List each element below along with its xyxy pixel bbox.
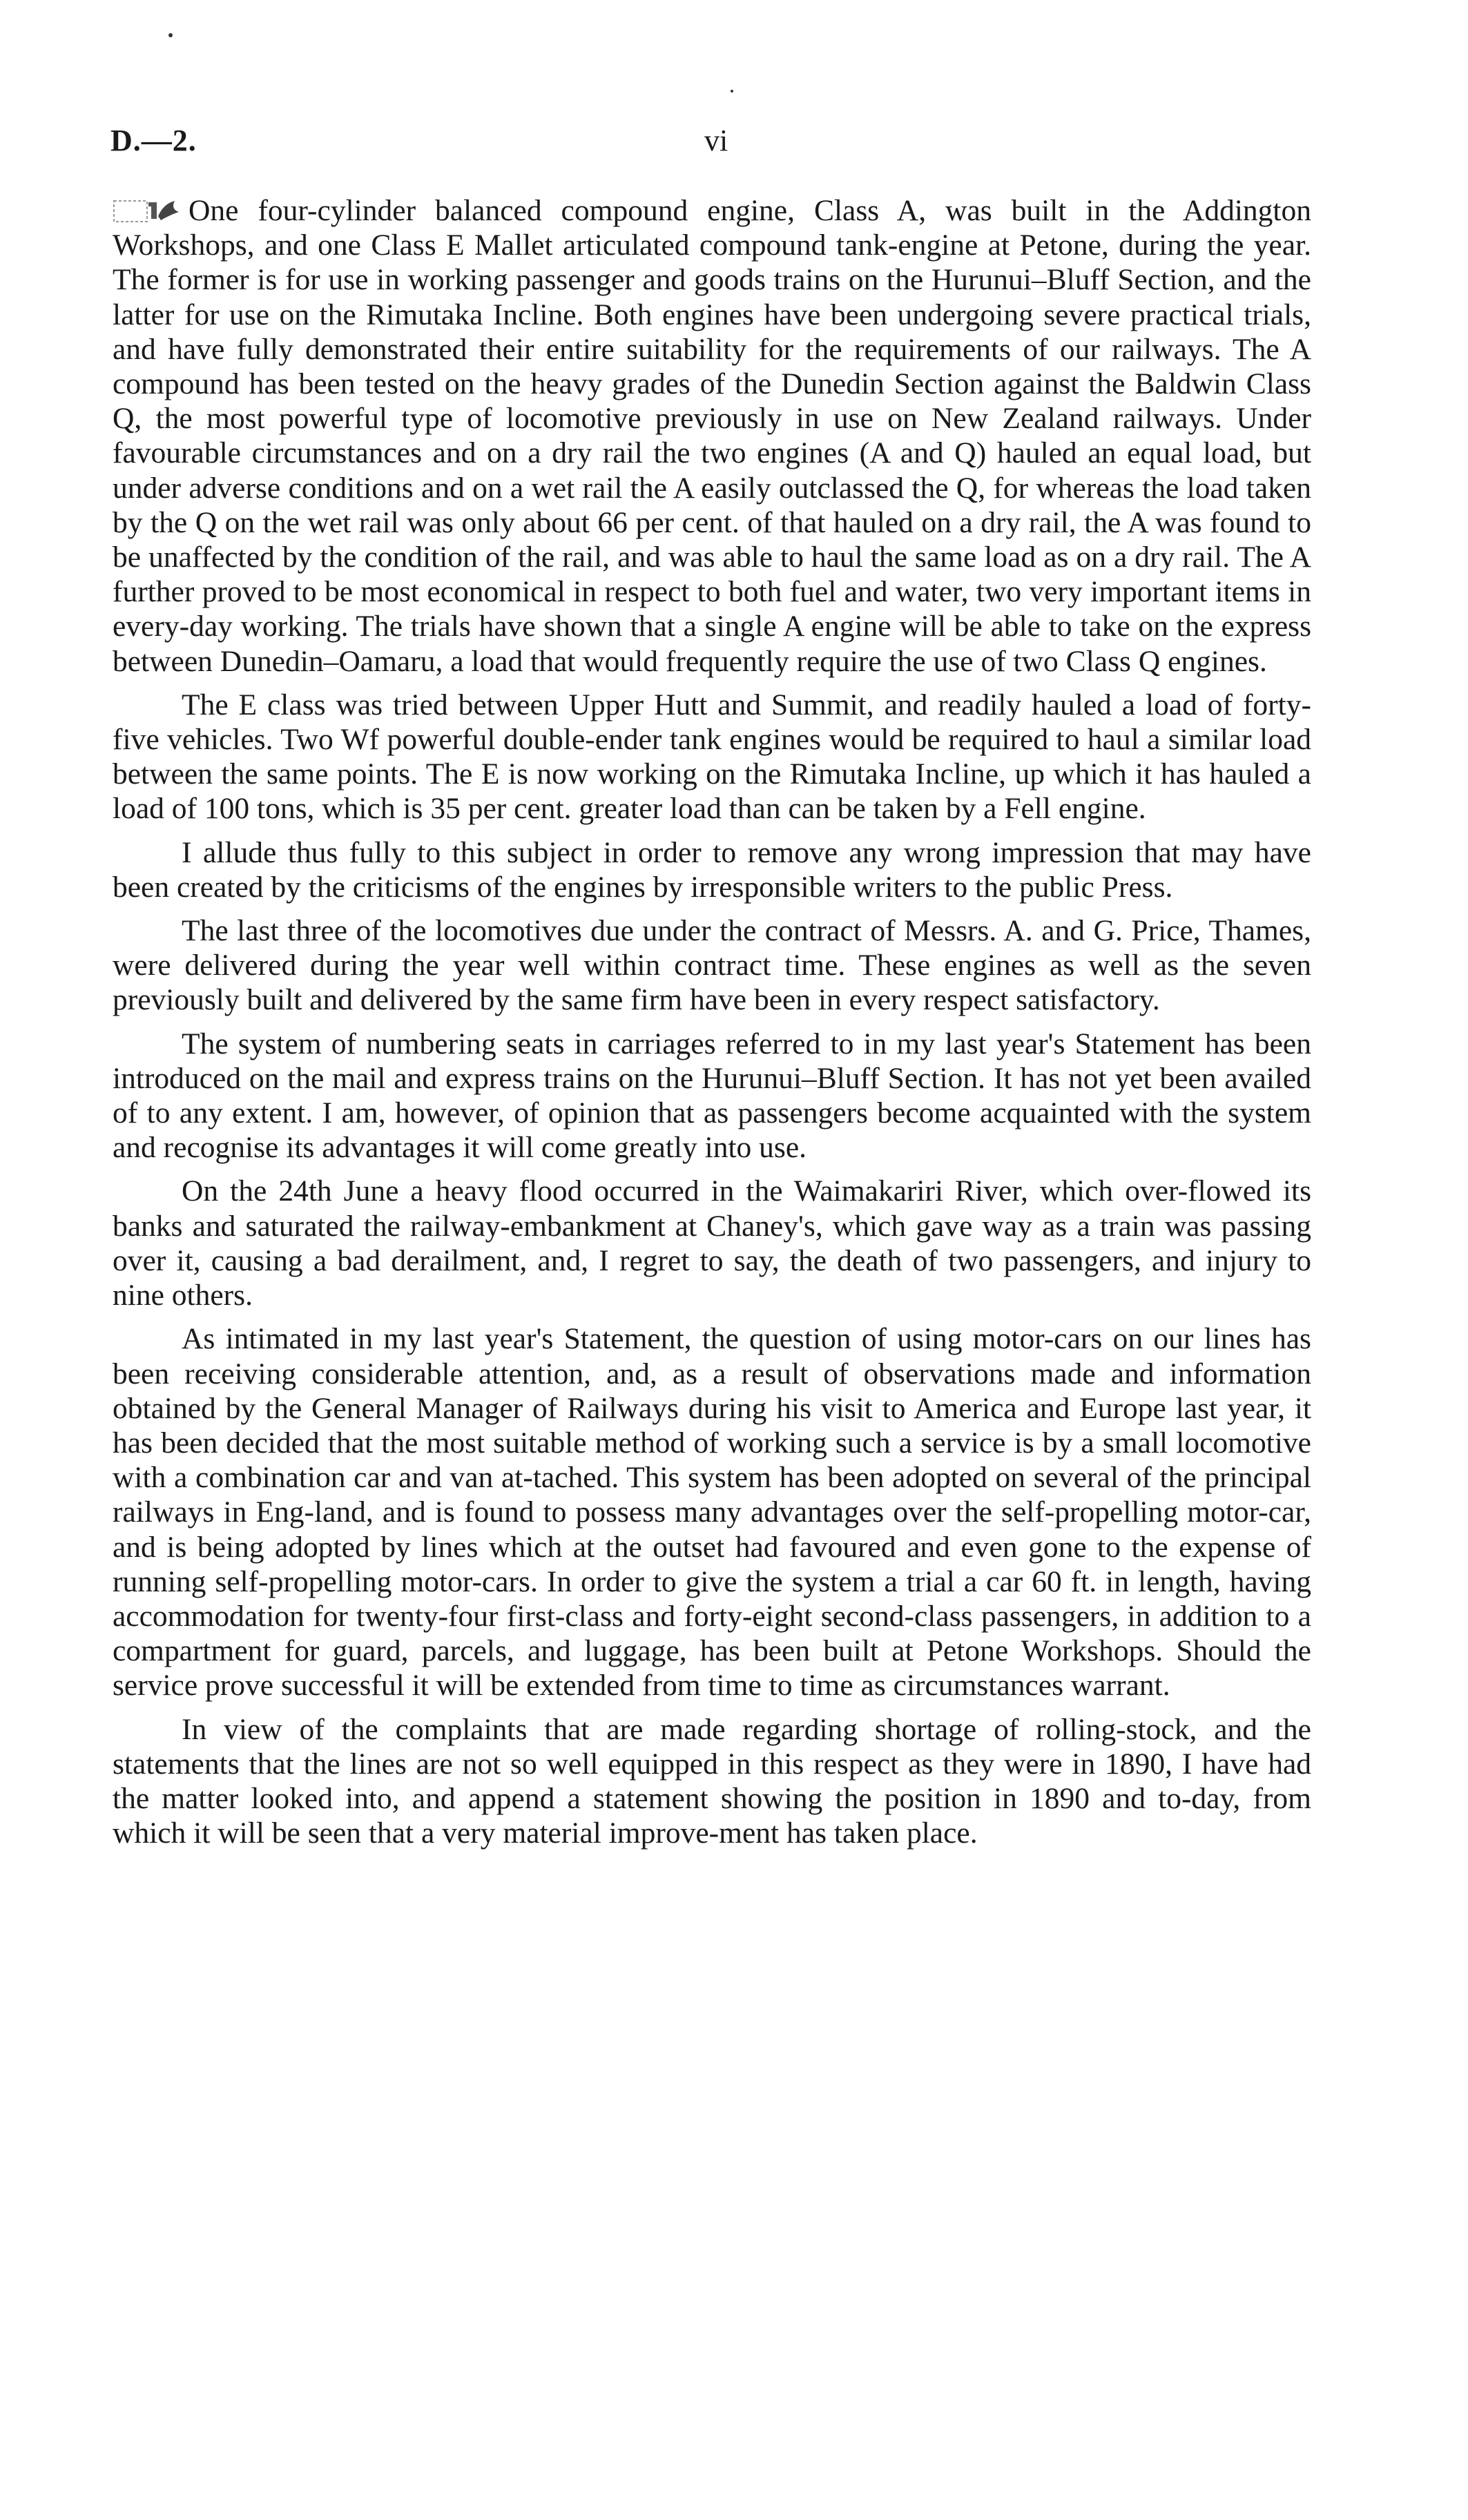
paragraph-5: The system of numbering seats in carriages referred to in my last year's Statement has been introduced on the mail and express trains on the Hurunui–Bluff Section. It has not yet been availed of to any extent. I am, however, of opinion that as passengers become acquainted with the system and recognise its advantages it will come greatly into use. bbox=[113, 1027, 1311, 1165]
paragraph-8: In view of the complaints that are made regarding shortage of rolling-stock, and the statements that the lines are not so well equipped in this respect as they were in 1890, I have had the matter looked into, and append a statement showing the position in 1890 and to-day, from which it will be seen that a very material improve-ment has taken place. bbox=[113, 1712, 1311, 1850]
paragraph-6: On the 24th June a heavy flood occurred in the Waimakariri River, which over-flowed its banks and saturated the railway-embankment at Chaney's, which gave way as a train was passing over it, causing a bad derailment, and, I regret to say, the death of two passengers, and injury to nine others. bbox=[113, 1174, 1311, 1312]
ink-speck bbox=[168, 33, 173, 37]
paragraph-3: I allude thus fully to this subject in order to remove any wrong impression that may have been created by the criticisms of the engines by irresponsible writers to the public Press. bbox=[113, 835, 1311, 904]
paragraph-2: The E class was tried between Upper Hutt and Summit, and readily hauled a load of forty-five vehicles. Two Wf powerful double-ender tank engines would be required to haul a similar load between the same points. The E is now working on the Rimutaka Incline, up which it has hauled a load of 100 tons, which is 35 per cent. greater load than can be taken by a Fell engine. bbox=[113, 688, 1311, 826]
ink-speck bbox=[731, 90, 733, 93]
body-text bbox=[113, 193, 1311, 1859]
paragraph-4: The last three of the locomotives due under the contract of Messrs. A. and G. Price, Thames, were delivered during the year well within contract time. These engines as well as the seven previously built and delivered by the same firm have been in every respect satisfactory. bbox=[113, 914, 1311, 1017]
page-number: vi bbox=[704, 124, 728, 157]
document-reference: D.—2. bbox=[110, 124, 197, 157]
paragraph-7: As intimated in my last year's Statement, the question of using motor-cars on our lines has been receiving considerable attention, and, as a result of observations made and information obtained by the General Manager of Railways during his visit to America and Europe last year, it has been decided that the most suitable method of working such a service is by a small locomotive with a combination car and van at-tached. This system has been adopted on several of the principal railways in Eng-land, and is found to possess many advantages over the self-propelling motor-car, and is being adopted by lines which at the outset had favoured and even gone to the expense of running self-propelling motor-cars. In order to give the system a trial a car 60 ft. in length, having accommodation for twenty-four first-class and forty-eight second-class passengers, in addition to a compartment for guard, parcels, and luggage, has been built at Petone Workshops. Should the service prove successful it will be extended from time to time as circumstances warrant. bbox=[113, 1322, 1311, 1703]
page-header bbox=[110, 123, 1358, 164]
smudge-mark-icon bbox=[113, 195, 187, 224]
paragraph-1 bbox=[113, 193, 1311, 679]
paragraph-1-text: One four-cylinder balanced compound engine, Class A, was built in the Addington Workshops, and one Class E Mallet articulated compound tank-engine at Petone, during the year. The former is for use in working passenger and goods trains on the Hurunui–Bluff Section, and the latter for use on the Rimutaka Incline. Both engines have been undergoing severe practical trials, and have fully demonstrated their entire suitability for the requirements of our railways. The A compound has been tested on the heavy grades of the Dunedin Section against the Baldwin Class Q, the most powerful type of locomotive previously in use on New Zealand railways. Under favourable circumstances and on a dry rail the two engines (A and Q) hauled an equal load, but under adverse conditions and on a wet rail the A easily outclassed the Q, for whereas the load taken by the Q on the wet rail was only about 66 per cent. of that hauled on a dry rail, the A was found to be unaffected by the condition of the rail, and was able to haul the same load as on a dry rail. The A further proved to be most economical in respect to both fuel and water, two very important items in every-day working. The trials have shown that a single A engine will be able to take on the express between Dunedin–Oamaru, a load that would frequently require the use of two Class Q engines. bbox=[113, 194, 1311, 678]
